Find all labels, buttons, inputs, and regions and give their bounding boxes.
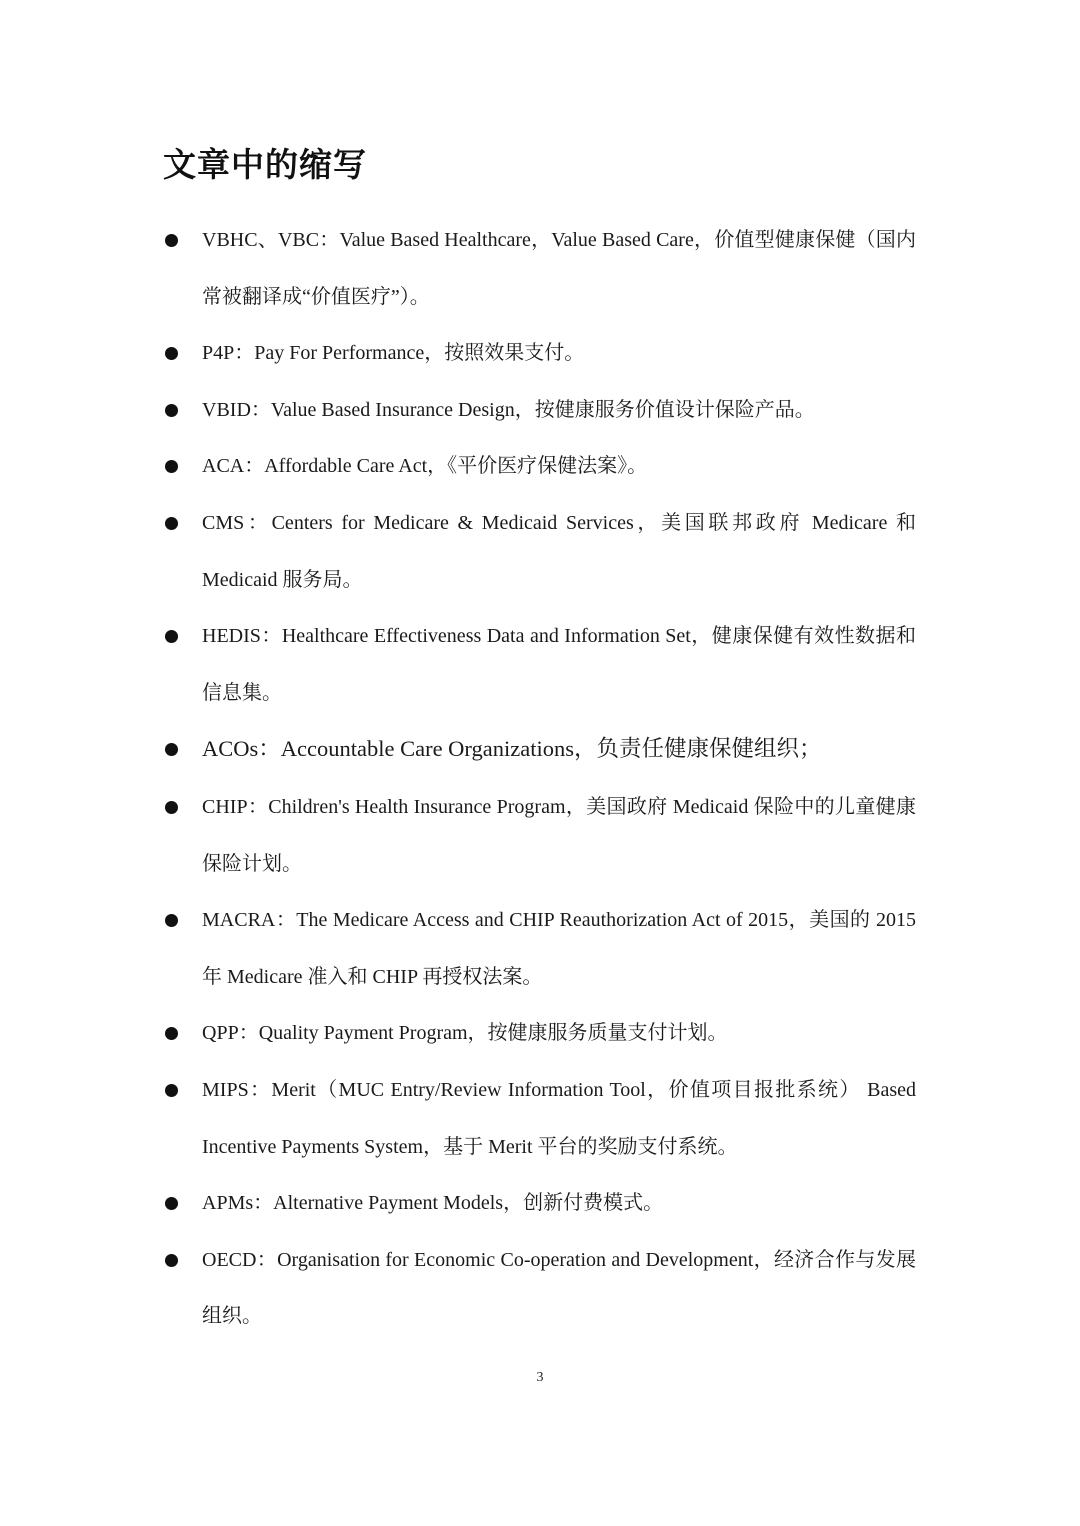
bullet-icon bbox=[165, 460, 178, 473]
list-item-text: MACRA：The Medicare Access and CHIP Reauthorization Act of 2015，美国的 2015 年 Medicare 准入和 CHIP 再授权法案。 bbox=[202, 909, 916, 988]
list-item-text: P4P：Pay For Performance，按照效果支付。 bbox=[202, 342, 585, 365]
list-item-text: OECD：Organisation for Economic Co-operation and Development，经济合作与发展组织。 bbox=[202, 1248, 916, 1328]
bullet-icon bbox=[165, 914, 178, 927]
list-item-text: CMS：Centers for Medicare & Medicaid Services，美国联邦政府 Medicare 和 Medicaid 服务局。 bbox=[202, 511, 916, 591]
list-item-text: APMs：Alternative Payment Models，创新付费模式。 bbox=[202, 1192, 664, 1215]
bullet-icon bbox=[165, 801, 178, 814]
list-item-oecd bbox=[0, 1232, 1080, 1345]
bullet-icon bbox=[165, 743, 178, 756]
list-item-p4p bbox=[0, 325, 1080, 382]
abbreviation-list bbox=[0, 212, 1080, 1345]
bullet-icon bbox=[165, 1084, 178, 1097]
list-item-qpp bbox=[0, 1005, 1080, 1062]
bullet-icon bbox=[165, 1197, 178, 1210]
list-item-vbid bbox=[0, 382, 1080, 439]
list-item-vbhc bbox=[0, 212, 1080, 325]
bullet-icon bbox=[165, 1027, 178, 1040]
bullet-icon bbox=[165, 404, 178, 417]
list-item-text: HEDIS：Healthcare Effectiveness Data and Information Set，健康保健有效性数据和信息集。 bbox=[202, 625, 916, 704]
list-item-acos bbox=[0, 721, 1080, 779]
list-item-text: CHIP：Children's Health Insurance Program，美国政府 Medicaid 保险中的儿童健康保险计划。 bbox=[202, 795, 916, 875]
list-item-apms bbox=[0, 1175, 1080, 1232]
list-item-text: ACOs：Accountable Care Organizations，负责任健康保健组织； bbox=[202, 736, 822, 762]
list-item-cms bbox=[0, 495, 1080, 608]
page-title: 文章中的缩写 bbox=[163, 145, 367, 184]
list-item-text: MIPS：Merit（MUC Entry/Review Information Tool，价值项目报批系统） Based Incentive Payments System，基于 Merit 平台的奖励支付系统。 bbox=[202, 1078, 916, 1158]
list-item-hedis bbox=[0, 608, 1080, 721]
bullet-icon bbox=[165, 347, 178, 360]
list-item-aca bbox=[0, 438, 1080, 495]
bullet-icon bbox=[165, 517, 178, 530]
list-item-macra bbox=[0, 892, 1080, 1005]
list-item-text: ACA：Affordable Care Act，《平价医疗保健法案》。 bbox=[202, 455, 648, 478]
page-number: 3 bbox=[536, 1370, 544, 1385]
list-item-text: QPP：Quality Payment Program，按健康服务质量支付计划。 bbox=[202, 1022, 728, 1045]
list-item-mips bbox=[0, 1062, 1080, 1175]
bullet-icon bbox=[165, 630, 178, 643]
list-item-text: VBID：Value Based Insurance Design，按健康服务价值设计保险产品。 bbox=[202, 398, 815, 421]
bullet-icon bbox=[165, 234, 178, 247]
list-item-text: VBHC、VBC：Value Based Healthcare，Value Based Care，价值型健康保健（国内常被翻译成“价值医疗”）。 bbox=[202, 229, 916, 308]
list-item-chip bbox=[0, 779, 1080, 892]
bullet-icon bbox=[165, 1254, 178, 1267]
